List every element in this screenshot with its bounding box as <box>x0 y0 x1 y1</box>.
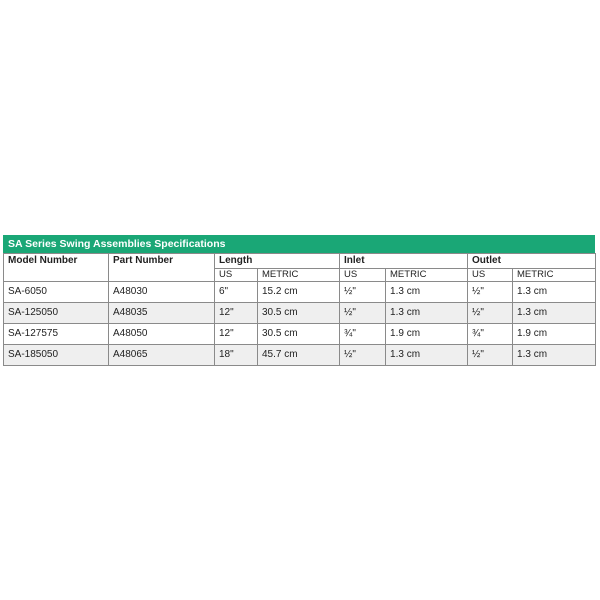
spec-table-container <box>3 235 595 366</box>
header-row <box>4 254 596 269</box>
table-row <box>4 324 596 345</box>
cell-inlet-us: ½" <box>340 303 386 324</box>
cell-outlet-us: ¾" <box>468 324 513 345</box>
header-length: Length <box>215 254 340 269</box>
cell-length-us: 12" <box>215 303 258 324</box>
cell-inlet-metric: 1.3 cm <box>386 282 468 303</box>
table-row <box>4 303 596 324</box>
cell-outlet-us: ½" <box>468 345 513 366</box>
cell-part: A48050 <box>109 324 215 345</box>
cell-outlet-metric: 1.3 cm <box>513 282 596 303</box>
subheader-blank <box>109 269 215 282</box>
cell-inlet-metric: 1.3 cm <box>386 303 468 324</box>
subheader-inlet-us: US <box>340 269 386 282</box>
cell-part: A48065 <box>109 345 215 366</box>
cell-outlet-metric: 1.9 cm <box>513 324 596 345</box>
cell-model: SA-185050 <box>4 345 109 366</box>
subheader-blank <box>4 269 109 282</box>
header-part-number: Part Number <box>109 254 215 269</box>
cell-inlet-us: ¾" <box>340 324 386 345</box>
cell-model: SA-125050 <box>4 303 109 324</box>
cell-outlet-metric: 1.3 cm <box>513 345 596 366</box>
cell-outlet-us: ½" <box>468 282 513 303</box>
table-row <box>4 282 596 303</box>
table-title: SA Series Swing Assemblies Specifications <box>3 235 595 253</box>
header-outlet: Outlet <box>468 254 596 269</box>
cell-model: SA-6050 <box>4 282 109 303</box>
cell-outlet-metric: 1.3 cm <box>513 303 596 324</box>
cell-length-us: 6" <box>215 282 258 303</box>
cell-length-metric: 15.2 cm <box>258 282 340 303</box>
cell-length-us: 12" <box>215 324 258 345</box>
cell-inlet-us: ½" <box>340 345 386 366</box>
cell-part: A48035 <box>109 303 215 324</box>
cell-inlet-metric: 1.3 cm <box>386 345 468 366</box>
subheader-outlet-us: US <box>468 269 513 282</box>
spec-table <box>3 253 596 366</box>
subheader-length-us: US <box>215 269 258 282</box>
header-inlet: Inlet <box>340 254 468 269</box>
header-model-number: Model Number <box>4 254 109 269</box>
subheader-outlet-metric: METRIC <box>513 269 596 282</box>
subheader-length-metric: METRIC <box>258 269 340 282</box>
table-row <box>4 345 596 366</box>
cell-inlet-us: ½" <box>340 282 386 303</box>
cell-length-metric: 30.5 cm <box>258 324 340 345</box>
cell-length-us: 18" <box>215 345 258 366</box>
subheader-inlet-metric: METRIC <box>386 269 468 282</box>
subheader-row <box>4 269 596 282</box>
cell-outlet-us: ½" <box>468 303 513 324</box>
cell-length-metric: 45.7 cm <box>258 345 340 366</box>
cell-inlet-metric: 1.9 cm <box>386 324 468 345</box>
cell-model: SA-127575 <box>4 324 109 345</box>
cell-part: A48030 <box>109 282 215 303</box>
cell-length-metric: 30.5 cm <box>258 303 340 324</box>
